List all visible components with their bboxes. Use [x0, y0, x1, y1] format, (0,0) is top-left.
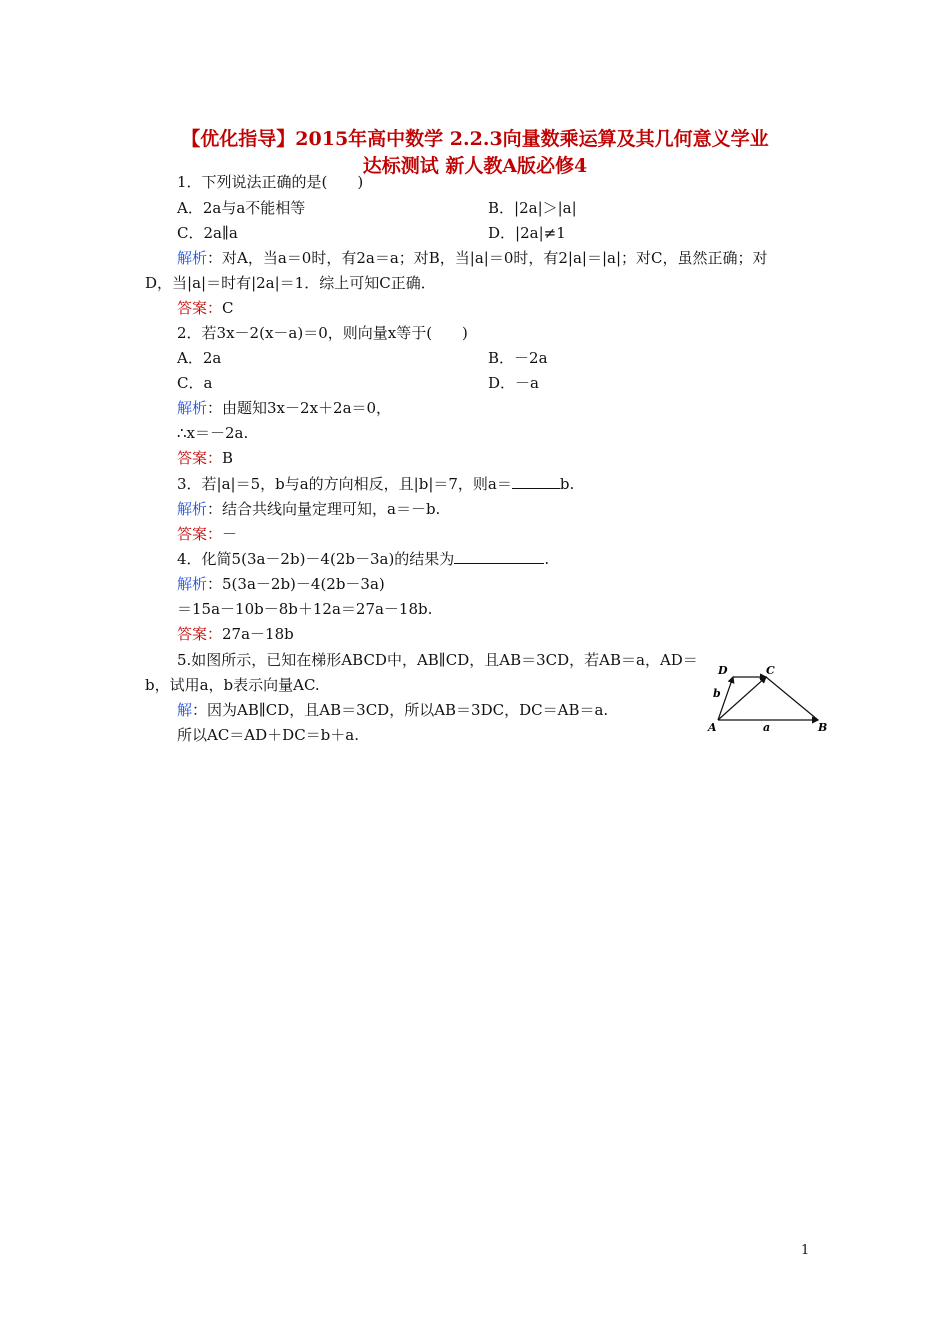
q4-answer-label: 答案：: [177, 625, 223, 643]
q2-option-b: B．－2a: [488, 349, 548, 367]
title-line-1: 【优化指导】2015年高中数学 2.2.3向量数乘运算及其几何意义学业: [181, 128, 769, 150]
q2-options-row1: [177, 348, 777, 368]
q3-blank: [512, 474, 560, 489]
q2-explanation: [177, 398, 391, 418]
q1-answer: [177, 298, 234, 318]
q1-answer-value: C: [222, 299, 234, 317]
q3-answer-label: 答案：: [177, 525, 223, 543]
label-vector-a: a: [763, 721, 771, 734]
q4-jiexi-label: 解析: [177, 575, 208, 593]
q5-jie-label: 解: [177, 701, 193, 719]
q3-jiexi-line1: ：结合共线向量定理可知，a＝－b.: [207, 500, 441, 518]
q2-jiexi-line1: ：由题知3x－2x＋2a＝0，: [207, 399, 392, 417]
q4-blank: [454, 549, 544, 564]
q3-stem-b: b.: [559, 475, 575, 493]
q2-option-d: D．－a: [488, 374, 539, 392]
q1-options-row2: [177, 223, 777, 243]
q2-stem: 2．若3x－2(x－a)＝0，则向量x等于( ): [177, 324, 468, 342]
q2-option-c: C．a: [177, 374, 213, 392]
q4-explanation: [177, 574, 385, 594]
q3-answer-value: －: [222, 525, 238, 543]
page-number: 1: [801, 1243, 810, 1258]
q2-jiexi-label: 解析: [177, 399, 208, 417]
q1-options-row1: [177, 198, 777, 218]
q5-jie-line1: ：因为AB∥CD，且AB＝3CD，所以AB＝3DC，DC＝AB＝a.: [192, 701, 609, 719]
q2-answer-value: B: [222, 449, 234, 467]
q4-stem-b: .: [544, 550, 550, 568]
q2-jiexi-line2: ∴x＝－2a.: [177, 424, 249, 442]
q3-stem-a: 3．若|a|＝5，b与a的方向相反，且|b|＝7，则a＝: [177, 475, 512, 493]
q5-stem-line1: 5.如图所示，已知在梯形ABCD中，AB∥CD，且AB＝3CD，若AB＝a，AD＝: [177, 651, 698, 669]
q2-answer-label: 答案：: [177, 449, 223, 467]
q1-option-b: B．|2a|＞|a|: [488, 199, 577, 217]
q1-explanation: [177, 248, 768, 268]
q4-jiexi-line2: ＝15a－10b－8b＋12a＝27a－18b.: [177, 600, 433, 618]
q4-stem-a: 4．化简5(3a－2b)－4(2b－3a)的结果为: [177, 550, 455, 568]
title-line-2: 达标测试 新人教A版必修4: [362, 155, 588, 177]
q1-jiexi-line1: ：对A，当a＝0时，有2a＝a；对B，当|a|＝0时，有2|a|＝|a|；对C，虽然正确；对: [207, 249, 768, 267]
label-d-point: D: [718, 664, 728, 677]
q5-stem-line2: b，试用a，b表示向量AC.: [145, 676, 320, 694]
trapezoid-figure: [700, 660, 835, 740]
q5-solution: [177, 700, 608, 720]
q4-answer-value: 27a－18b: [222, 625, 294, 643]
label-a-point: A: [708, 721, 717, 734]
q3-answer: [177, 524, 237, 544]
q2-answer: [177, 448, 233, 468]
q3-stem: [177, 474, 574, 494]
q5-jie-line2: 所以AC＝AD＋DC＝b＋a.: [177, 726, 359, 744]
q1-option-d: D．|2a|≠1: [488, 224, 566, 242]
q1-option-a: A．2a与a不能相等: [177, 199, 306, 217]
label-c-point: C: [766, 664, 775, 677]
q3-jiexi-label: 解析: [177, 500, 208, 518]
q4-jiexi-line1: ：5(3a－2b)－4(2b－3a): [207, 575, 385, 593]
q2-options-row2: [177, 373, 777, 393]
label-vector-b: b: [713, 687, 721, 700]
q1-jiexi-line2: D，当|a|＝时有|2a|＝1．综上可知C正确．: [145, 274, 436, 292]
q1-answer-label: 答案：: [177, 299, 223, 317]
q4-answer: [177, 624, 294, 644]
q3-explanation: [177, 499, 440, 519]
q1-jiexi-label: 解析: [177, 249, 208, 267]
q4-stem: [177, 549, 549, 569]
q1-stem: 1．下列说法正确的是( ): [177, 173, 364, 191]
q2-option-a: A．2a: [177, 349, 222, 367]
segment-cb-line: [766, 677, 818, 720]
label-b-point: B: [818, 721, 828, 734]
q1-option-c: C．2a∥a: [177, 224, 238, 242]
